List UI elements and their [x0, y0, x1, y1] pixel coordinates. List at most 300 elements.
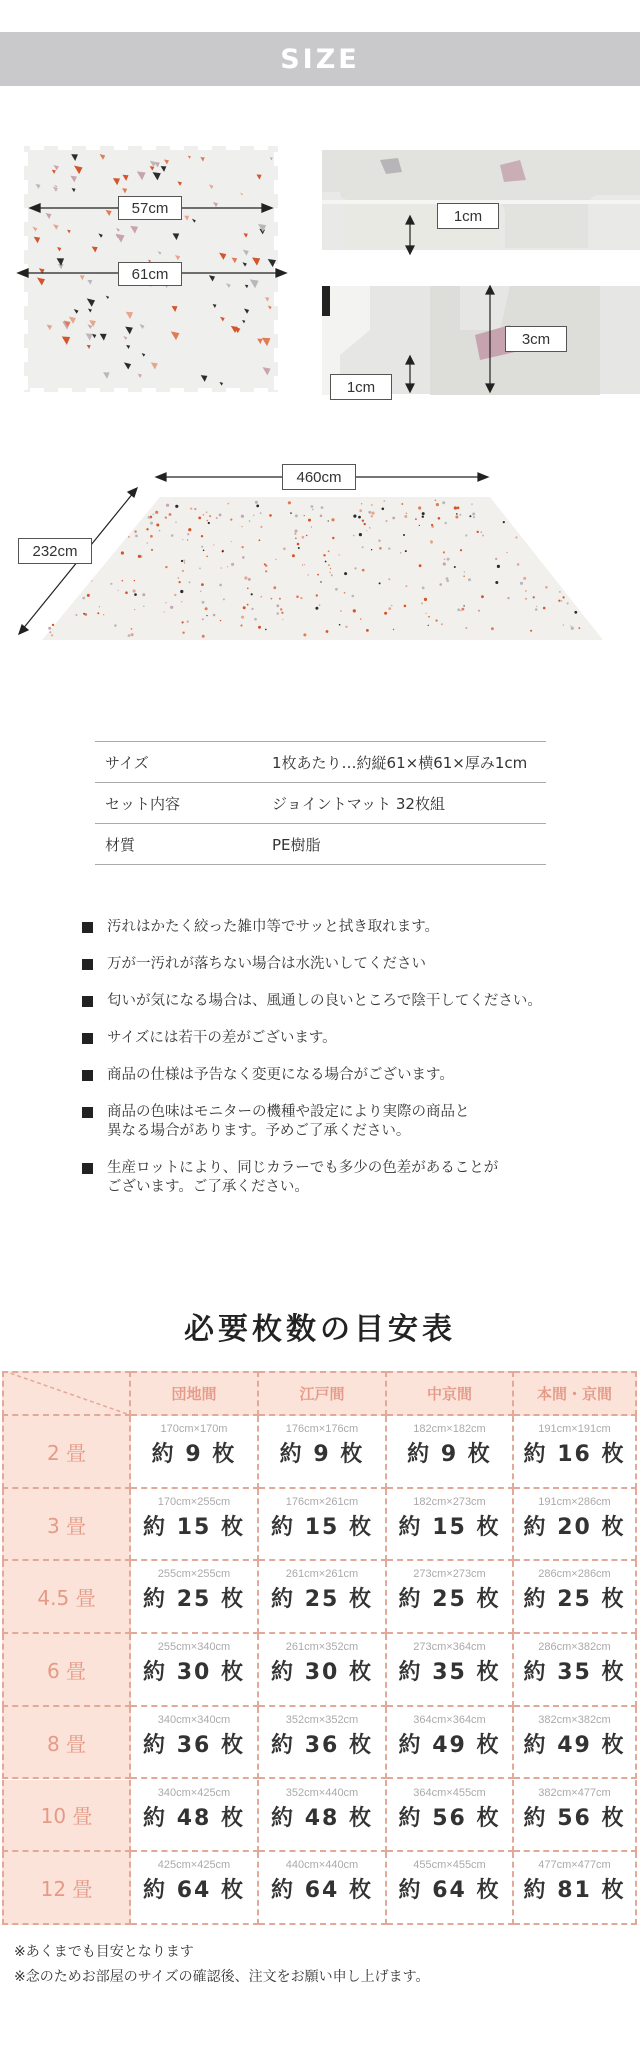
puzzle-notch: [170, 142, 184, 150]
mat-speckle: [331, 574, 333, 576]
mat-speckle: [265, 570, 267, 572]
mat-speckle: [170, 606, 173, 609]
mat-speckle: [230, 519, 232, 521]
mat-speckle: [251, 608, 253, 610]
puzzle-notch: [20, 348, 28, 362]
spec-label: セット内容: [95, 783, 271, 824]
mat-speckle: [189, 581, 191, 583]
mat-speckle: [182, 570, 184, 572]
mat-speckle: [469, 515, 471, 517]
row-header-label: 4.5 畳: [37, 1586, 96, 1611]
mat-speckle: [165, 566, 167, 568]
mat-speckle: [441, 623, 443, 625]
cell-count: 約 15 枚: [271, 1514, 373, 1540]
mat-speckle: [419, 525, 420, 526]
cell-count: 約 64 枚: [271, 1878, 373, 1904]
mat-speckle: [478, 610, 480, 612]
mat-speckle: [482, 535, 484, 537]
mat-speckle: [255, 501, 258, 504]
cell-dimension: 455cm×455cm: [413, 1859, 486, 1872]
mat-speckle: [241, 515, 244, 518]
mat-speckle: [187, 533, 189, 535]
mat-speckle: [276, 604, 279, 607]
cell-count: 約 9 枚: [407, 1442, 492, 1467]
estimate-table: [2, 1371, 637, 1925]
note-item: サイズには若干の差がございます。: [82, 1029, 602, 1048]
mat-speckle: [188, 528, 191, 531]
mat-speckle: [382, 508, 385, 511]
cell-count: 約 30 枚: [271, 1660, 373, 1686]
mat-speckle: [248, 578, 251, 581]
puzzle-notch: [20, 320, 28, 334]
table-cell: [131, 1852, 259, 1925]
cell-dimension: 182cm×182cm: [413, 1423, 486, 1435]
cell-count: 約 25 枚: [523, 1587, 626, 1613]
mat-speckle: [422, 516, 424, 518]
table-cell: [514, 1780, 637, 1853]
mat-speckle: [295, 530, 298, 533]
spec-row-set: [95, 783, 546, 824]
mat-speckle: [339, 624, 341, 626]
mat-speckle: [359, 509, 362, 512]
mat-speckle: [563, 596, 565, 598]
table-cell: [514, 1634, 637, 1707]
table-cell: [514, 1561, 637, 1634]
mat-speckle: [388, 547, 390, 549]
mat-speckle: [253, 515, 254, 516]
mat-speckle: [48, 627, 51, 630]
mat-speckle: [269, 514, 272, 517]
row-header-label: 10 畳: [40, 1804, 93, 1829]
mat-speckle: [134, 593, 137, 596]
puzzle-notch: [274, 180, 282, 194]
mat-speckle: [570, 625, 571, 626]
mat-speckle: [202, 635, 205, 638]
mat-speckle: [578, 627, 580, 629]
footnote: ※念のためお部屋のサイズの確認後、注文をお願い申し上げます。: [14, 1969, 430, 1985]
mat-speckle: [384, 612, 387, 615]
mat-speckle: [227, 566, 228, 567]
mat-speckle: [151, 549, 153, 551]
mat-speckle: [302, 536, 305, 539]
cell-dimension: 425cm×425cm: [157, 1859, 231, 1872]
table-cell: [387, 1489, 514, 1562]
mat-speckle: [435, 619, 437, 621]
mat-speckle: [91, 580, 93, 582]
mat-speckle: [303, 633, 306, 636]
mat-speckle: [497, 565, 500, 568]
mat-speckle: [400, 552, 402, 554]
mat-speckle: [424, 598, 427, 601]
mat-speckle: [503, 521, 505, 523]
mat-speckle: [249, 520, 251, 522]
mat-speckle: [418, 506, 421, 509]
mat-speckle: [403, 534, 405, 536]
puzzle-notch: [226, 142, 240, 150]
mat-speckle: [241, 616, 244, 619]
mat-speckle: [368, 511, 371, 514]
column-header: [131, 1371, 259, 1416]
mat-speckle: [361, 503, 362, 504]
mat-speckle: [340, 610, 341, 611]
mat-speckle: [371, 515, 373, 517]
mat-speckle: [146, 528, 148, 530]
puzzle-notch: [274, 320, 282, 334]
mat-speckle: [523, 577, 526, 580]
table-cell: [131, 1634, 259, 1707]
mat-speckle: [97, 612, 99, 614]
cell-count: 約 48 枚: [271, 1805, 373, 1831]
mat-speckle: [406, 513, 408, 515]
bullet-square-icon: [82, 1163, 93, 1174]
puzzle-notch: [254, 388, 268, 396]
table-corner: [2, 1371, 131, 1416]
mat-speckle: [247, 588, 249, 590]
mat-speckle: [219, 584, 222, 587]
puzzle-notch: [198, 388, 212, 396]
table-cell: [514, 1489, 637, 1562]
corner-diagonal: [4, 1371, 129, 1416]
mat-speckle: [379, 547, 382, 550]
table-cell: [387, 1416, 514, 1489]
mat-speckle: [135, 535, 138, 538]
table-cell: [259, 1780, 387, 1853]
mat-speckle: [491, 627, 494, 630]
cell-dimension: 382cm×382cm: [538, 1713, 611, 1726]
mat-speckle: [206, 511, 208, 513]
mat-speckle: [311, 526, 312, 527]
mat-speckle: [223, 598, 225, 600]
mat-speckle: [454, 506, 457, 509]
cell-dimension: 191cm×191cm: [538, 1423, 611, 1435]
mat-speckle: [338, 554, 339, 555]
spec-table: [95, 741, 546, 865]
mat-speckle: [495, 581, 498, 584]
mat-speckle: [216, 517, 218, 519]
puzzle-notch: [20, 236, 28, 250]
mat-speckle: [103, 614, 104, 615]
column-header-label: 本間・京間: [536, 1385, 612, 1403]
mat-speckle: [362, 569, 365, 572]
mat-speckle: [304, 515, 305, 516]
note-item: 生産ロットにより、同じカラーでも多少の色差があることが ございます。ご了承ください。: [82, 1159, 602, 1197]
mat-speckle: [181, 560, 183, 562]
mat-speckle: [306, 535, 308, 537]
cell-dimension: 477cm×477cm: [538, 1859, 611, 1872]
mat-speckle: [134, 580, 135, 581]
puzzle-notch: [274, 208, 282, 222]
mat-speckle: [436, 503, 439, 506]
cell-count: 約 49 枚: [398, 1732, 501, 1758]
note-item: 万が一汚れが落ちない場合は水洗いしてください: [82, 955, 602, 974]
mat-speckle: [292, 554, 295, 557]
mat-speckle: [178, 577, 179, 578]
mat-speckle: [182, 539, 183, 540]
mat-speckle: [319, 604, 321, 606]
mat-speckle: [439, 583, 442, 586]
puzzle-notch: [86, 388, 100, 396]
puzzle-notch: [142, 142, 156, 150]
row-header: [2, 1416, 131, 1489]
mat-speckle: [260, 596, 262, 598]
bullet-square-icon: [82, 1070, 93, 1081]
care-notes: [82, 918, 602, 1215]
table-cell: [387, 1561, 514, 1634]
mat-speckle: [155, 511, 158, 514]
spec-label: 材質: [95, 824, 271, 865]
mat-speckle: [312, 509, 314, 511]
bullet-square-icon: [82, 1107, 93, 1118]
mat-speckle: [201, 546, 203, 548]
puzzle-notch: [114, 142, 128, 150]
mat-speckle: [422, 512, 425, 515]
table-cell: [387, 1634, 514, 1707]
banner-title: SIZE: [280, 43, 360, 75]
cell-count: 約 64 枚: [398, 1878, 501, 1904]
cell-count: 約 20 枚: [523, 1514, 626, 1540]
mat-speckle: [353, 535, 355, 537]
mat-speckle: [525, 590, 526, 591]
mat-speckle: [315, 607, 318, 610]
mat-speckle: [388, 607, 391, 610]
mat-speckle: [203, 514, 204, 515]
mat-speckle: [331, 518, 334, 521]
mat-speckle: [300, 597, 302, 599]
mat-speckle: [133, 589, 136, 592]
puzzle-notch: [20, 180, 28, 194]
mat-speckle: [326, 630, 329, 633]
mat-speckle: [543, 607, 546, 610]
row-header: [2, 1707, 131, 1780]
mat-speckle: [354, 567, 356, 569]
cell-dimension: 176cm×176cm: [285, 1423, 359, 1435]
cell-dimension: 170cm×255cm: [157, 1495, 231, 1508]
mat-speckle: [444, 559, 446, 561]
mat-speckle: [465, 534, 467, 536]
mat-speckle: [563, 624, 565, 626]
note-item: 商品の色味はモニターの機種や設定により実際の商品と 異なる場合があります。予めご了承ください。: [82, 1103, 602, 1141]
table-cell: [259, 1561, 387, 1634]
mat-speckle: [294, 533, 296, 535]
mat-speckle: [536, 606, 537, 607]
mat-speckle: [307, 574, 309, 576]
mat-speckle: [198, 517, 201, 520]
mat-speckle: [358, 516, 361, 519]
mat-speckle: [321, 506, 324, 509]
mat-speckle: [435, 500, 437, 502]
mat-speckle: [84, 613, 87, 616]
mat-speckle: [134, 609, 135, 610]
mat-speckle: [362, 521, 363, 522]
cell-dimension: 176cm×261cm: [285, 1495, 359, 1508]
mat-speckle: [371, 511, 374, 514]
mat-speckle: [183, 560, 185, 562]
mat-speckle: [148, 516, 151, 519]
mat-speckle: [273, 586, 276, 589]
mat-speckle: [201, 535, 203, 537]
mat-speckle: [459, 514, 461, 516]
mat-speckle: [220, 620, 221, 621]
mat-speckle: [199, 568, 201, 570]
cell-dimension: 382cm×477cm: [538, 1786, 611, 1799]
puzzle-notch: [30, 388, 44, 396]
mat-speckle: [421, 602, 423, 604]
cell-dimension: 286cm×286cm: [538, 1568, 611, 1581]
cell-count: 約 35 枚: [523, 1660, 626, 1686]
mat-speckle: [295, 514, 298, 517]
column-header: [259, 1371, 387, 1416]
mat-speckle: [430, 540, 433, 543]
puzzle-notch: [170, 388, 184, 396]
mat-speckle: [275, 559, 276, 560]
cell-count: 約 64 枚: [143, 1878, 245, 1904]
cell-dimension: 273cm×364cm: [413, 1641, 486, 1654]
mat-speckle: [242, 546, 244, 548]
mat-speckle: [465, 627, 467, 629]
mat-speckle: [143, 606, 145, 608]
mat-speckle: [559, 591, 561, 593]
mat-speckle: [150, 535, 153, 538]
cell-dimension: 352cm×440cm: [285, 1786, 359, 1799]
mat-speckle: [181, 601, 182, 602]
mat-speckle: [219, 514, 222, 517]
bullet-square-icon: [82, 996, 93, 1007]
mat-speckle: [243, 606, 246, 609]
mat-speckle: [121, 580, 123, 582]
mat-speckle: [345, 626, 347, 628]
puzzle-notch: [58, 388, 72, 396]
mat-speckle: [515, 536, 517, 538]
row-header-label: 3 畳: [46, 1513, 87, 1538]
mat-speckle: [277, 612, 279, 614]
mat-speckle: [187, 621, 189, 623]
mat-speckle: [428, 616, 430, 618]
mat-speckle: [150, 522, 153, 525]
mat-speckle: [265, 629, 267, 631]
mat-speckle: [443, 551, 445, 553]
mat-speckle: [244, 576, 247, 579]
puzzle-notch: [274, 236, 282, 250]
puzzle-notch: [198, 142, 212, 150]
cell-count: 約 49 枚: [523, 1732, 626, 1758]
mat-speckle: [174, 594, 176, 596]
mat-speckle: [296, 595, 299, 598]
mat-speckle: [125, 591, 128, 594]
mat-speckle: [561, 600, 563, 602]
cell-count: 約 81 枚: [523, 1878, 626, 1904]
mat-speckle: [259, 539, 261, 541]
mat-speckle: [206, 556, 208, 558]
mat-speckle: [75, 614, 77, 616]
mat-speckle: [288, 501, 291, 504]
mat-speckle: [457, 507, 460, 510]
mat-speckle: [471, 503, 473, 505]
cell-count: 約 15 枚: [398, 1514, 501, 1540]
mat-speckle: [179, 581, 181, 583]
joint-width-dim-label: 3cm: [505, 326, 567, 352]
puzzle-notch: [274, 292, 282, 306]
note-item: 商品の仕様は予告なく変更になる場合がございます。: [82, 1066, 602, 1085]
row-header: [2, 1780, 131, 1853]
mat-speckle: [443, 562, 446, 565]
mat-speckle: [201, 583, 204, 586]
mat-speckle: [290, 512, 292, 514]
mat-speckle: [320, 515, 323, 518]
spec-label: サイズ: [95, 742, 271, 783]
cell-count: 約 25 枚: [143, 1587, 245, 1613]
mat-speckle: [404, 605, 407, 608]
cell-dimension: 364cm×364cm: [413, 1713, 486, 1726]
cell-count: 約 35 枚: [398, 1660, 501, 1686]
mat-speckle: [463, 576, 464, 577]
table-cell: [514, 1852, 637, 1925]
mat-speckle: [256, 505, 259, 508]
mat-speckle: [364, 523, 366, 525]
mat-speckle: [147, 542, 149, 544]
mat-speckle: [202, 601, 205, 604]
mat-speckle: [481, 532, 482, 533]
column-header-label: 団地間: [171, 1385, 217, 1403]
mat-speckle: [445, 522, 447, 524]
puzzle-notch: [58, 142, 72, 150]
mat-speckle: [184, 562, 185, 563]
mat-speckle: [206, 615, 207, 616]
mat-speckle: [359, 533, 362, 536]
mat-speckle: [506, 552, 507, 553]
mat-speckle: [329, 572, 331, 574]
cell-dimension: 170cm×170m: [160, 1423, 228, 1435]
mat-speckle: [128, 536, 130, 538]
mat-speckle: [227, 503, 229, 505]
row-header-label: 8 畳: [46, 1731, 87, 1756]
mat-speckle: [52, 624, 54, 626]
row-header-label: 12 畳: [40, 1877, 93, 1902]
mat-speckle: [308, 519, 311, 522]
mat-speckle: [422, 587, 425, 590]
mat-speckle: [447, 558, 450, 561]
mat-speckle: [419, 564, 422, 567]
puzzle-notch: [20, 152, 28, 166]
puzzle-notch: [142, 388, 156, 396]
mat-speckle: [335, 588, 338, 591]
mat-speckle: [404, 515, 407, 518]
puzzle-notch: [20, 208, 28, 222]
mat-speckle: [279, 598, 281, 600]
bullet-square-icon: [82, 922, 93, 933]
mat-speckle: [328, 550, 330, 552]
mat-speckle: [203, 550, 205, 552]
cell-count: 約 25 枚: [271, 1587, 373, 1613]
mat-speckle: [260, 526, 262, 528]
mat-speckle: [138, 555, 141, 558]
mat-speckle: [258, 626, 261, 629]
mat-speckle: [571, 627, 574, 630]
mat-speckle: [454, 566, 456, 568]
mat-speckle: [264, 563, 266, 565]
cell-count: 約 9 枚: [151, 1442, 237, 1467]
puzzle-notch: [30, 142, 44, 150]
cell-dimension: 182cm×273cm: [413, 1495, 486, 1508]
row-header: [2, 1634, 131, 1707]
table-cell: [259, 1707, 387, 1780]
mat-speckle: [567, 602, 569, 604]
puzzle-notch: [114, 388, 128, 396]
table-cell: [514, 1707, 637, 1780]
mat-speckle: [344, 572, 347, 575]
mat-speckle: [442, 501, 445, 504]
table-cell: [259, 1634, 387, 1707]
table-cell: [387, 1852, 514, 1925]
